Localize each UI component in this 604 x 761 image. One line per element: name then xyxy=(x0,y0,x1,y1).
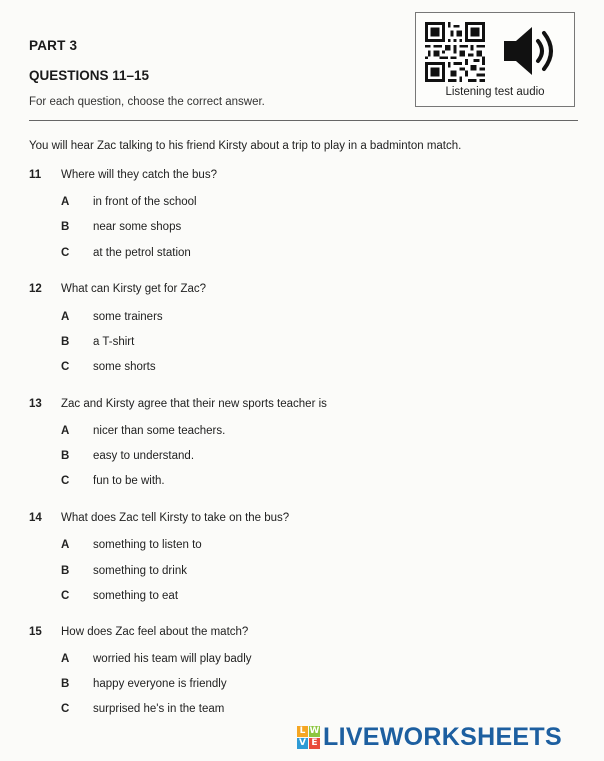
listening-intro: You will hear Zac talking to his friend Kirsty about a trip to play in a badminton match. xyxy=(29,140,462,152)
option-letter: B xyxy=(61,678,70,690)
question-text: Zac and Kirsty agree that their new sports teacher is xyxy=(61,398,327,410)
question-text: Where will they catch the bus? xyxy=(61,169,217,181)
logo-block: L xyxy=(297,726,308,737)
option-letter: A xyxy=(61,311,70,323)
question-number: 13 xyxy=(29,398,42,410)
question-text: What does Zac tell Kirsty to take on the bus? xyxy=(61,512,290,524)
speaker-icon[interactable] xyxy=(501,23,559,79)
part-title: PART 3 xyxy=(29,38,78,53)
option-14-a[interactable] xyxy=(61,539,202,551)
option-text: near some shops xyxy=(93,221,182,233)
logo-icon xyxy=(297,726,320,749)
logo-text: LIVEWORKSHEETS xyxy=(323,722,562,751)
instructions: For each question, choose the correct answer. xyxy=(29,96,265,108)
option-13-c[interactable] xyxy=(61,475,165,487)
logo-block: V xyxy=(297,738,308,749)
logo-block: E xyxy=(309,738,320,749)
audio-player[interactable] xyxy=(415,12,575,107)
option-text: happy everyone is friendly xyxy=(93,678,227,690)
option-letter: A xyxy=(61,196,70,208)
option-15-b[interactable] xyxy=(61,678,227,690)
option-12-a[interactable] xyxy=(61,311,163,323)
option-letter: C xyxy=(61,361,70,373)
audio-label: Listening test audio xyxy=(445,86,545,98)
logo-block: W xyxy=(309,725,320,736)
option-11-a[interactable] xyxy=(61,196,197,208)
question-11 xyxy=(29,169,217,181)
option-text: at the petrol station xyxy=(93,247,191,259)
option-text: something to eat xyxy=(93,590,179,602)
question-text: What can Kirsty get for Zac? xyxy=(61,283,207,295)
question-text: How does Zac feel about the match? xyxy=(61,626,249,638)
option-14-c[interactable] xyxy=(61,590,178,602)
option-13-a[interactable] xyxy=(61,425,225,437)
question-12 xyxy=(29,283,206,295)
option-letter: A xyxy=(61,653,70,665)
question-15 xyxy=(29,626,248,638)
option-text: in front of the school xyxy=(93,196,197,208)
option-text: surprised he's in the team xyxy=(93,703,225,715)
qr-code-icon xyxy=(425,22,485,82)
liveworksheets-logo[interactable] xyxy=(297,722,562,752)
option-letter: A xyxy=(61,539,70,551)
option-12-b[interactable] xyxy=(61,336,134,348)
option-letter: B xyxy=(61,565,70,577)
option-letter: C xyxy=(61,247,70,259)
option-text: nicer than some teachers. xyxy=(93,425,226,437)
option-13-b[interactable] xyxy=(61,450,194,462)
question-number: 15 xyxy=(29,626,42,638)
option-12-c[interactable] xyxy=(61,361,156,373)
option-text: easy to understand. xyxy=(93,450,195,462)
questions-title: QUESTIONS 11–15 xyxy=(29,68,150,83)
question-number: 14 xyxy=(29,512,42,524)
question-number: 12 xyxy=(29,283,42,295)
option-text: some trainers xyxy=(93,311,163,323)
question-13 xyxy=(29,398,327,410)
option-letter: B xyxy=(61,221,70,233)
option-letter: C xyxy=(61,703,70,715)
option-letter: B xyxy=(61,336,70,348)
option-11-c[interactable] xyxy=(61,247,191,259)
option-letter: C xyxy=(61,475,70,487)
option-text: a T-shirt xyxy=(93,336,135,348)
option-text: something to listen to xyxy=(93,539,202,551)
option-text: some shorts xyxy=(93,361,156,373)
option-15-c[interactable] xyxy=(61,703,224,715)
option-14-b[interactable] xyxy=(61,565,187,577)
divider xyxy=(29,120,578,121)
option-11-b[interactable] xyxy=(61,221,181,233)
option-letter: C xyxy=(61,590,70,602)
option-text: something to drink xyxy=(93,565,187,577)
option-letter: B xyxy=(61,450,70,462)
question-number: 11 xyxy=(29,169,42,181)
question-14 xyxy=(29,512,289,524)
option-text: worried his team will play badly xyxy=(93,653,252,665)
option-text: fun to be with. xyxy=(93,475,165,487)
option-15-a[interactable] xyxy=(61,653,252,665)
option-letter: A xyxy=(61,425,70,437)
